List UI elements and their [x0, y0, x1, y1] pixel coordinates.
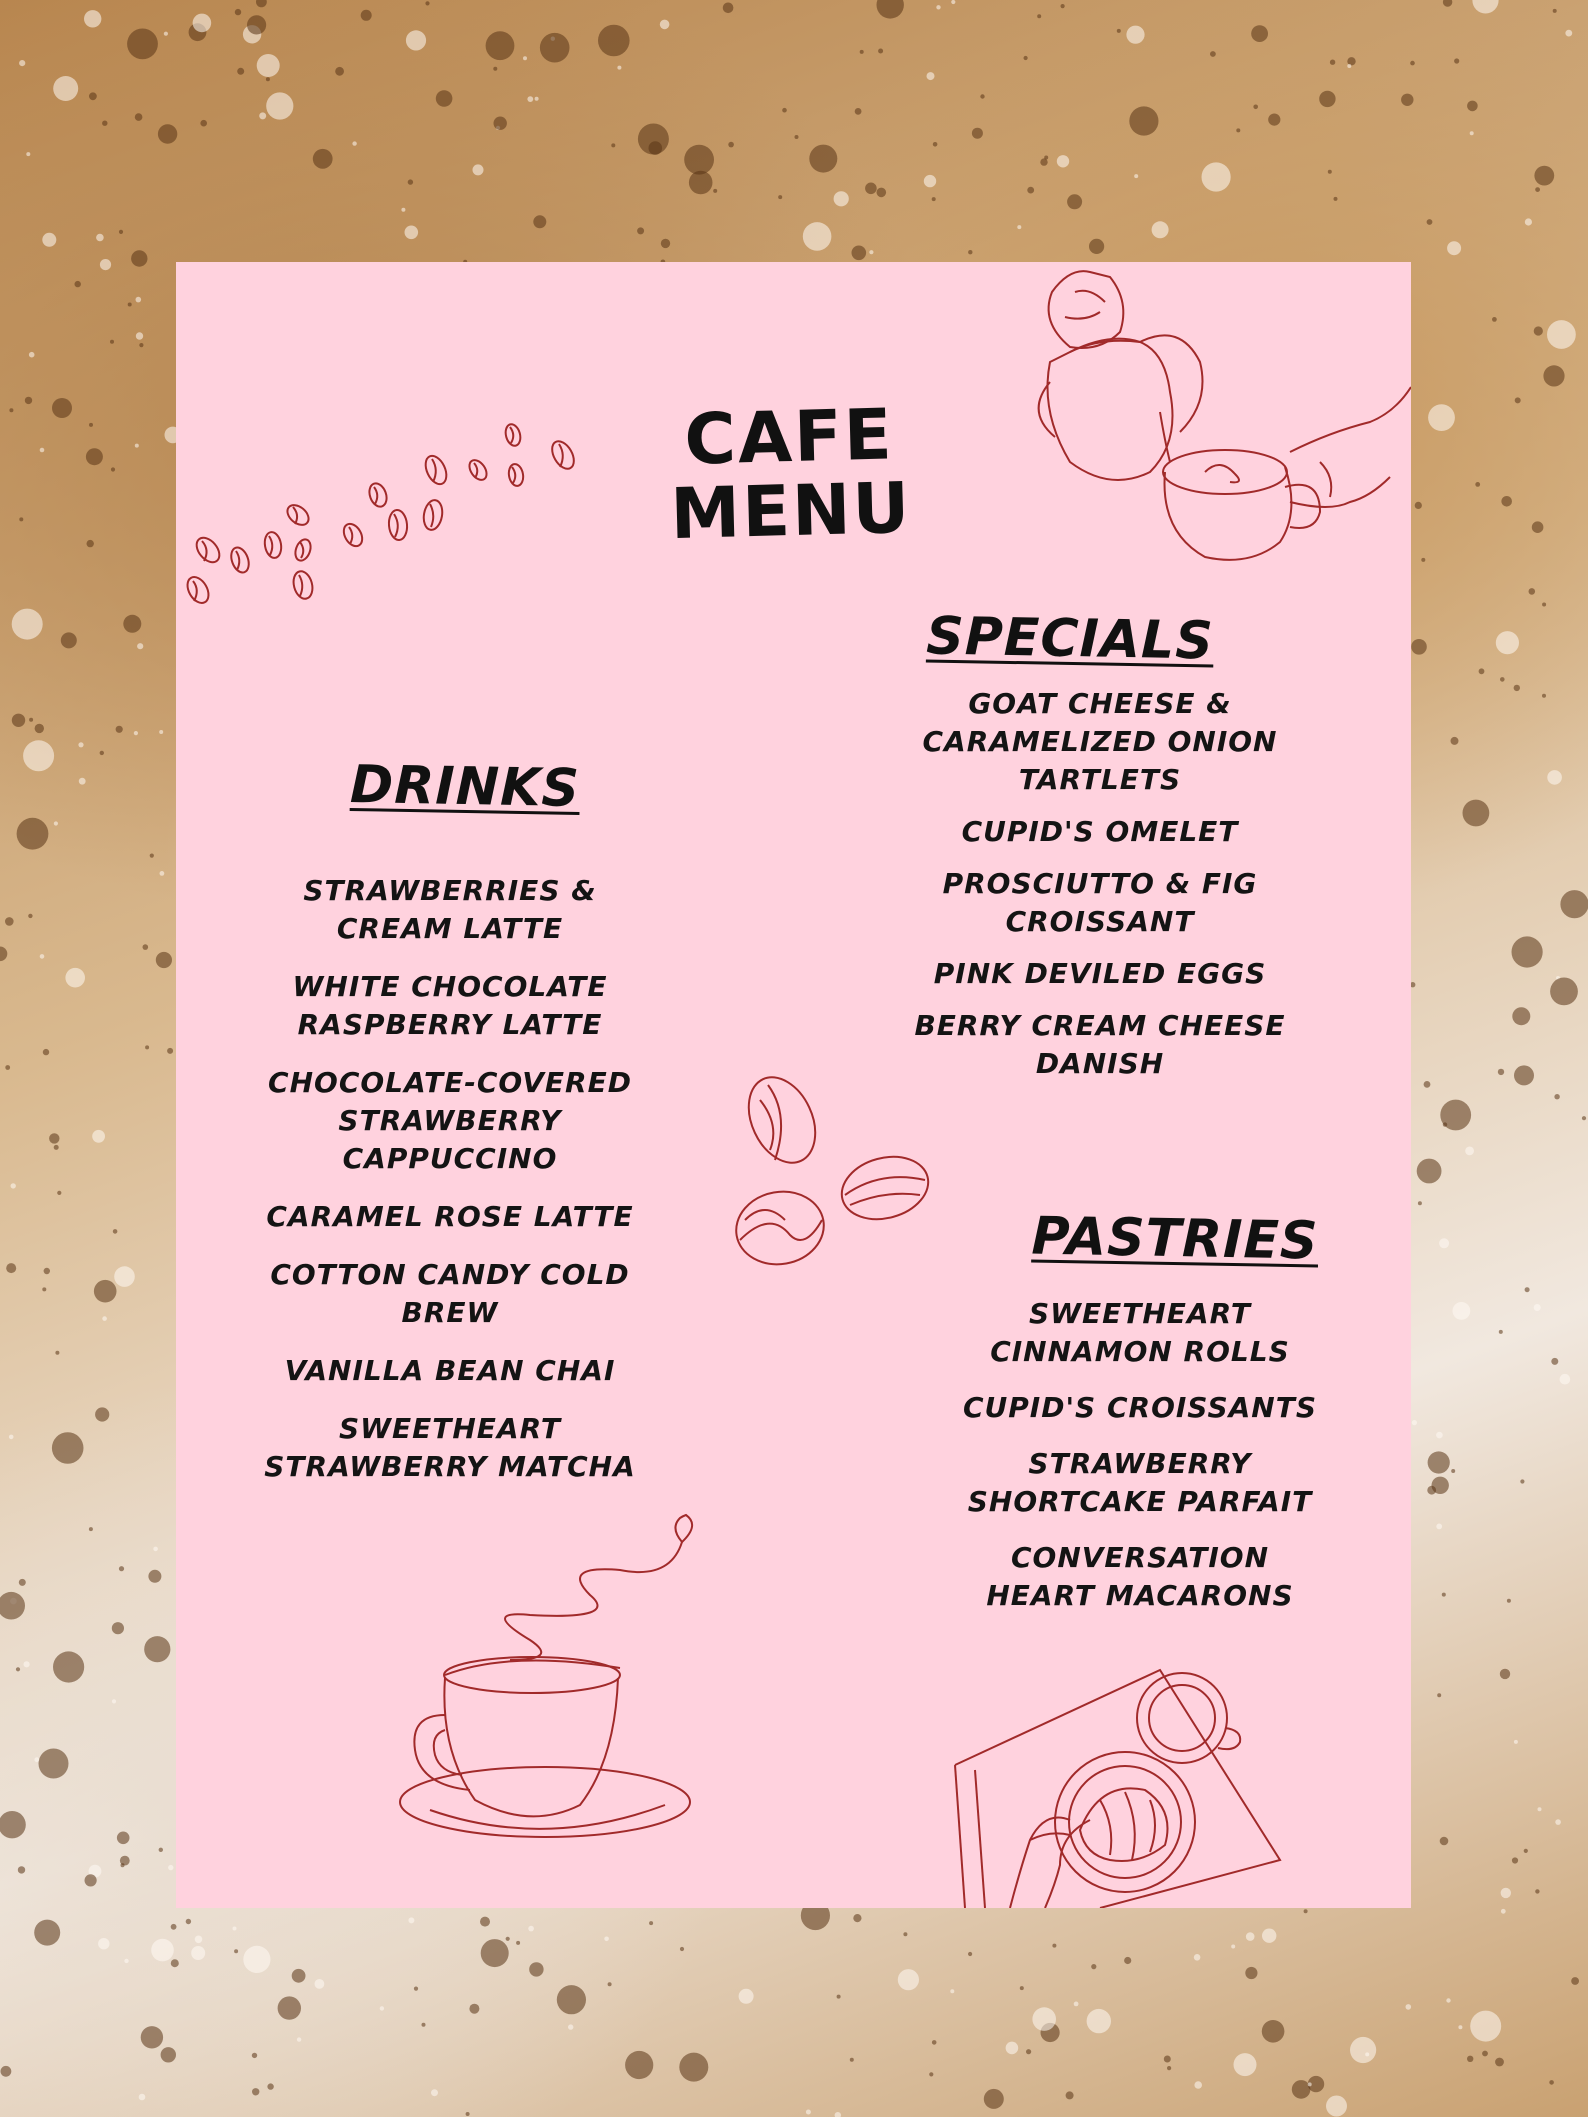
specials-heading: SPECIALS	[925, 606, 1215, 672]
coffee-cup-heart-icon	[390, 1510, 700, 1850]
specials-list	[880, 685, 1320, 1097]
pastries-menu-item: CUPID'S CROISSANTS	[963, 1391, 1317, 1424]
pastries-menu-item: CONVERSATION HEART MACARONS	[986, 1541, 1294, 1612]
drinks-menu-item: CHOCOLATE-COVERED STRAWBERRY CAPPUCCINO	[268, 1066, 632, 1175]
drinks-heading: DRINKS	[349, 754, 581, 820]
croissant-coffee-table-icon	[950, 1660, 1290, 1908]
pastries-list	[940, 1295, 1340, 1633]
drinks-menu-item: STRAWBERRIES & CREAM LATTE	[303, 874, 597, 945]
coffee-beans-trail-icon	[178, 415, 598, 615]
specials-menu-item: CUPID'S OMELET	[961, 815, 1239, 848]
pastries-menu-item: STRAWBERRY SHORTCAKE PARFAIT	[967, 1447, 1313, 1518]
drinks-menu-item: WHITE CHOCOLATE RASPBERRY LATTE	[292, 970, 608, 1041]
drinks-menu-item: COTTON CANDY COLD BREW	[270, 1258, 630, 1329]
drinks-menu-item: CARAMEL ROSE LATTE	[266, 1200, 634, 1233]
pastries-menu-item: SWEETHEART CINNAMON ROLLS	[990, 1297, 1290, 1368]
pastries-heading: PASTRIES	[1031, 1206, 1319, 1272]
latte-pour-icon	[1030, 262, 1411, 572]
drinks-menu-item: SWEETHEART STRAWBERRY MATCHA	[264, 1412, 636, 1483]
drinks-list	[240, 872, 660, 1506]
specials-menu-item: PROSCIUTTO & FIG CROISSANT	[942, 867, 1258, 938]
specials-menu-item: BERRY CREAM CHEESE DANISH	[914, 1009, 1286, 1080]
coffee-beans-icon	[730, 1070, 940, 1270]
menu-title: CAFE MENU	[669, 393, 913, 556]
drinks-menu-item: VANILLA BEAN CHAI	[284, 1354, 616, 1387]
specials-menu-item: PINK DEVILED EGGS	[933, 957, 1267, 990]
specials-menu-item: GOAT CHEESE & CARAMELIZED ONION TARTLETS	[922, 687, 1278, 796]
